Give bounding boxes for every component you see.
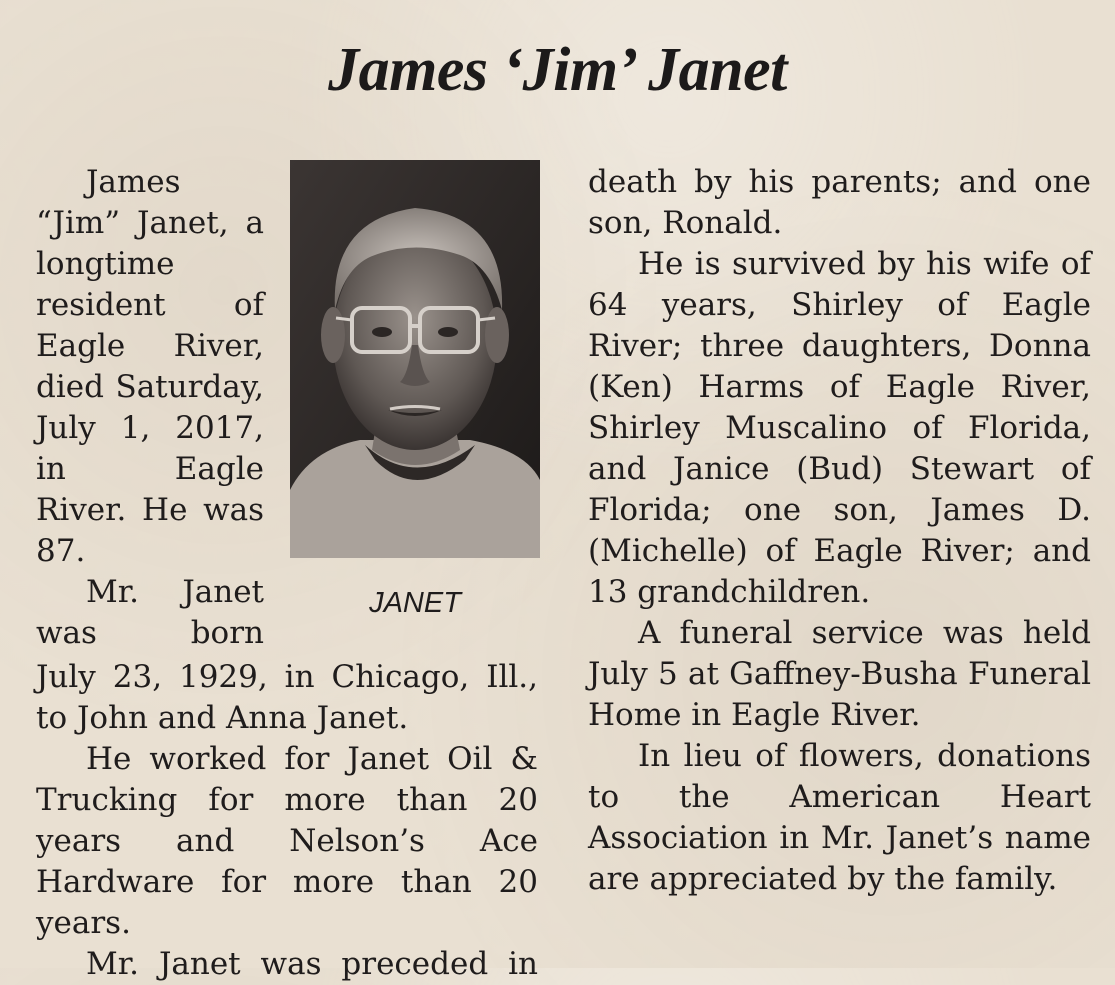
portrait-image	[290, 160, 540, 558]
paragraph-preceded-end: death by his parents; and one son, Ronald.	[588, 164, 1091, 241]
paragraph-death-notice: James “Jim” Janet, a longtime resident of Eagle River, died Saturday, July 1, 2017, in Eagle River. He was 87.	[36, 164, 264, 569]
left-column-top	[36, 162, 264, 654]
paragraph-survivors: He is survived by his wife of 64 years, Shirley of Eagle River; three daughters, Donna (Ken) Harms of Eagle River, Shirley Muscalino of Florida, and Janice (Bud) Stewart of Florida; one son, James D. (Michelle) of Eagle River; and 13 grandchildren.	[588, 246, 1091, 610]
obituary-headline: James ‘Jim’ Janet	[328, 36, 787, 104]
paragraph-funeral: A funeral service was held July 5 at Gaffney-Busha Funeral Home in Eagle River.	[588, 615, 1091, 733]
paragraph-birth-end: July 23, 1929, in Chicago, Ill., to John and Anna Janet.	[36, 659, 538, 736]
right-column	[588, 162, 1091, 900]
paragraph-preceded-start: Mr. Janet was preceded in	[86, 946, 538, 982]
portrait-photo	[290, 160, 540, 558]
paragraph-birth-start: Mr. Janet was born	[36, 574, 264, 651]
left-column-bottom	[36, 657, 538, 985]
paragraph-donations: In lieu of flowers, donations to the American Heart Association in Mr. Janet’s name are appreciated by the family.	[588, 738, 1091, 897]
paragraph-career: He worked for Janet Oil & Trucking for more than 20 years and Nelson’s Ace Hardware for more than 20 years.	[36, 741, 538, 941]
photo-caption: JANET	[369, 587, 461, 619]
